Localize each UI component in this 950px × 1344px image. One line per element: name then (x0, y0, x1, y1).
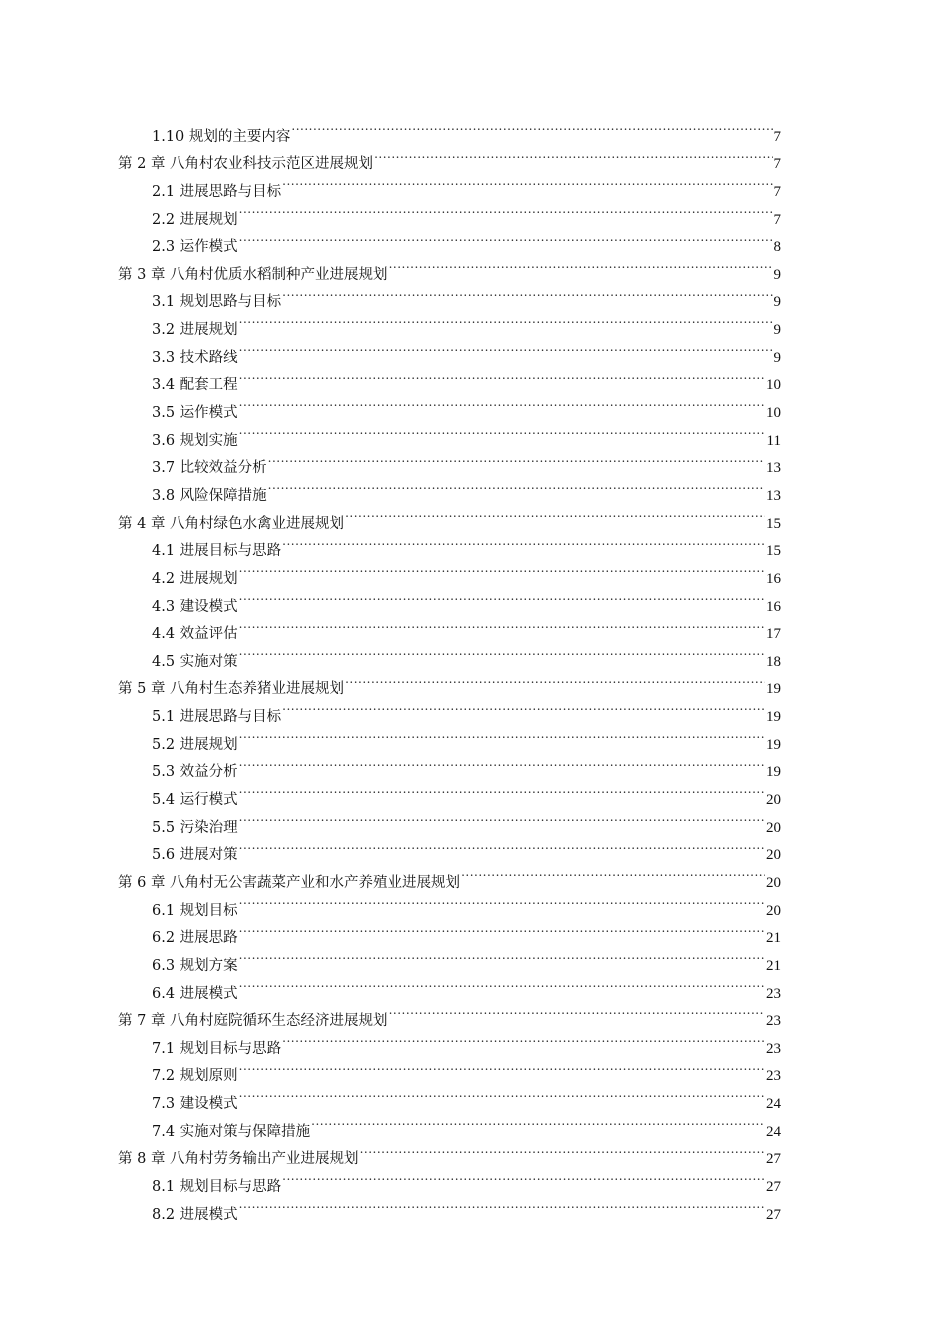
toc-entry-title: 3.1 规划思路与目标 (152, 294, 282, 311)
toc-entry-page-number: 19 (766, 764, 781, 781)
toc-dot-leader (282, 693, 765, 721)
toc-dot-leader (239, 334, 773, 362)
toc-entry-page-number: 23 (766, 1013, 781, 1030)
toc-entry-page-number: 13 (766, 487, 781, 504)
toc-entry-page-number: 15 (766, 515, 781, 532)
toc-dot-leader (282, 1025, 765, 1053)
toc-entry-title: 6.3 规划方案 (152, 957, 238, 974)
toc-entry-page-number: 9 (773, 266, 781, 283)
toc-entry-title: 6.1 规划目标 (152, 902, 238, 919)
toc-entry-page-number: 27 (766, 1151, 781, 1168)
toc-dot-leader (374, 141, 772, 169)
toc-entry-title: 7.2 规划原则 (152, 1068, 238, 1085)
toc-entry-page-number: 20 (766, 819, 781, 836)
toc-dot-leader (239, 1080, 765, 1108)
toc-dot-leader (282, 528, 765, 556)
toc-entry-title: 第 5 章 八角村生态养猪业进展规划 (118, 681, 345, 698)
toc-entry-title: 5.4 运行模式 (152, 792, 238, 809)
toc-dot-leader (239, 306, 773, 334)
toc-dot-leader (239, 611, 765, 639)
toc-entry-title: 3.7 比较效益分析 (152, 460, 267, 477)
toc-dot-leader (239, 1053, 765, 1081)
toc-entry-title: 3.2 进展规划 (152, 322, 238, 339)
toc-entry-title: 第 3 章 八角村优质水稻制种产业进展规划 (118, 266, 388, 283)
toc-entry-page-number: 16 (766, 598, 781, 615)
toc-entry-page-number: 10 (766, 405, 781, 422)
toc-entry-page-number: 23 (766, 1068, 781, 1085)
toc-entry-page-number: 27 (766, 1206, 781, 1223)
toc-dot-leader (239, 389, 765, 417)
toc-entry-page-number: 23 (766, 1040, 781, 1057)
toc-entry-title: 3.8 风险保障措施 (152, 487, 267, 504)
toc-dot-leader (282, 279, 772, 307)
toc-entry-page-number: 15 (766, 543, 781, 560)
toc-entry-page-number: 10 (766, 377, 781, 394)
toc-entry-title: 5.1 进展思路与目标 (152, 709, 282, 726)
toc-entry-page-number: 20 (766, 847, 781, 864)
toc-entry-title: 8.1 规划目标与思路 (152, 1178, 282, 1195)
toc-dot-leader (389, 998, 765, 1026)
toc-entry-title: 7.3 建设模式 (152, 1096, 238, 1113)
toc-entry-page-number: 20 (766, 874, 781, 891)
toc-entry-title: 3.6 规划实施 (152, 432, 238, 449)
toc-entry-title: 6.4 进展模式 (152, 985, 238, 1002)
toc-dot-leader (345, 666, 765, 694)
toc-entry-title: 5.3 效益分析 (152, 764, 238, 781)
toc-entry-title: 1.10 规划的主要内容 (152, 128, 291, 145)
toc-dot-leader (239, 776, 765, 804)
toc-entry-title: 2.3 运作模式 (152, 239, 238, 256)
toc-entry-title: 4.4 效益评估 (152, 626, 238, 643)
toc-entry-page-number: 7 (773, 156, 781, 173)
toc-entry-page-number: 19 (766, 681, 781, 698)
toc-dot-leader (291, 113, 772, 141)
toc-dot-leader (239, 915, 765, 943)
toc-dot-leader (239, 638, 765, 666)
toc-entry-title: 2.1 进展思路与目标 (152, 183, 282, 200)
toc-entry-title: 第 6 章 八角村无公害蔬菜产业和水产养殖业进展规划 (118, 874, 461, 891)
toc-entry-page-number: 7 (773, 128, 781, 145)
toc-entry-title: 4.5 实施对策 (152, 653, 238, 670)
toc-entry-title: 6.2 进展思路 (152, 930, 238, 947)
toc-entry-page-number: 21 (766, 930, 781, 947)
toc-entry-page-number: 7 (773, 211, 781, 228)
toc-entry-page-number: 20 (766, 902, 781, 919)
toc-entry-title: 7.1 规划目标与思路 (152, 1040, 282, 1057)
toc-entry-page-number: 19 (766, 736, 781, 753)
toc-dot-leader (239, 887, 765, 915)
toc-entry-title: 5.2 进展规划 (152, 736, 238, 753)
toc-dot-leader (239, 832, 765, 860)
toc-entry-page-number: 8 (773, 239, 781, 256)
toc-entry-title: 3.3 技术路线 (152, 349, 238, 366)
toc-entry-page-number: 17 (766, 626, 781, 643)
toc-entry-page-number: 24 (766, 1123, 781, 1140)
toc-entry-page-number: 27 (766, 1178, 781, 1195)
toc-dot-leader (345, 500, 765, 528)
toc-entry-page-number: 16 (766, 570, 781, 587)
toc-dot-leader (268, 445, 765, 473)
toc-dot-leader (311, 1108, 765, 1136)
toc-entry-title: 第 4 章 八角村绿色水禽业进展规划 (118, 515, 345, 532)
toc-dot-leader (239, 749, 765, 777)
toc-entry-title: 5.6 进展对策 (152, 847, 238, 864)
toc-dot-leader (239, 583, 765, 611)
toc-dot-leader (239, 970, 765, 998)
toc-dot-leader (239, 196, 773, 224)
toc-entry-page-number: 7 (773, 183, 781, 200)
toc-entry-page-number: 11 (766, 432, 781, 449)
toc-entry-page-number: 9 (773, 322, 781, 339)
toc-entry-title: 5.5 污染治理 (152, 819, 238, 836)
toc-entry-title: 7.4 实施对策与保障措施 (152, 1123, 311, 1140)
toc-dot-leader (389, 251, 773, 279)
toc-dot-leader (461, 859, 765, 887)
toc-dot-leader (282, 168, 772, 196)
toc-dot-leader (282, 1163, 765, 1191)
toc-entry-title: 8.2 进展模式 (152, 1206, 238, 1223)
toc-entry-page-number: 18 (766, 653, 781, 670)
toc-entry-title: 3.4 配套工程 (152, 377, 238, 394)
toc-entry-page-number: 23 (766, 985, 781, 1002)
toc-dot-leader (239, 224, 773, 252)
toc-entry-title: 4.2 进展规划 (152, 570, 238, 587)
toc-dot-leader (239, 721, 765, 749)
toc-entry-title: 第 2 章 八角村农业科技示范区进展规划 (118, 156, 374, 173)
table-of-contents (118, 113, 781, 1223)
toc-dot-leader (239, 804, 765, 832)
toc-entry-title: 4.1 进展目标与思路 (152, 543, 282, 560)
toc-section-entry[interactable] (118, 113, 781, 145)
toc-entry-page-number: 19 (766, 709, 781, 726)
toc-entry-title: 第 8 章 八角村劳务输出产业进展规划 (118, 1151, 359, 1168)
toc-entry-page-number: 9 (773, 349, 781, 366)
toc-entry-page-number: 20 (766, 792, 781, 809)
toc-dot-leader (268, 472, 765, 500)
toc-dot-leader (239, 417, 766, 445)
toc-dot-leader (239, 555, 765, 583)
toc-dot-leader (239, 942, 765, 970)
toc-dot-leader (239, 1191, 765, 1219)
toc-entry-title: 3.5 运作模式 (152, 405, 238, 422)
toc-dot-leader (360, 1136, 765, 1164)
toc-entry-page-number: 9 (773, 294, 781, 311)
toc-entry-title: 2.2 进展规划 (152, 211, 238, 228)
toc-dot-leader (239, 362, 765, 390)
toc-entry-title: 4.3 建设模式 (152, 598, 238, 615)
toc-entry-page-number: 21 (766, 957, 781, 974)
toc-entry-page-number: 24 (766, 1096, 781, 1113)
toc-entry-page-number: 13 (766, 460, 781, 477)
toc-entry-title: 第 7 章 八角村庭院循环生态经济进展规划 (118, 1013, 388, 1030)
